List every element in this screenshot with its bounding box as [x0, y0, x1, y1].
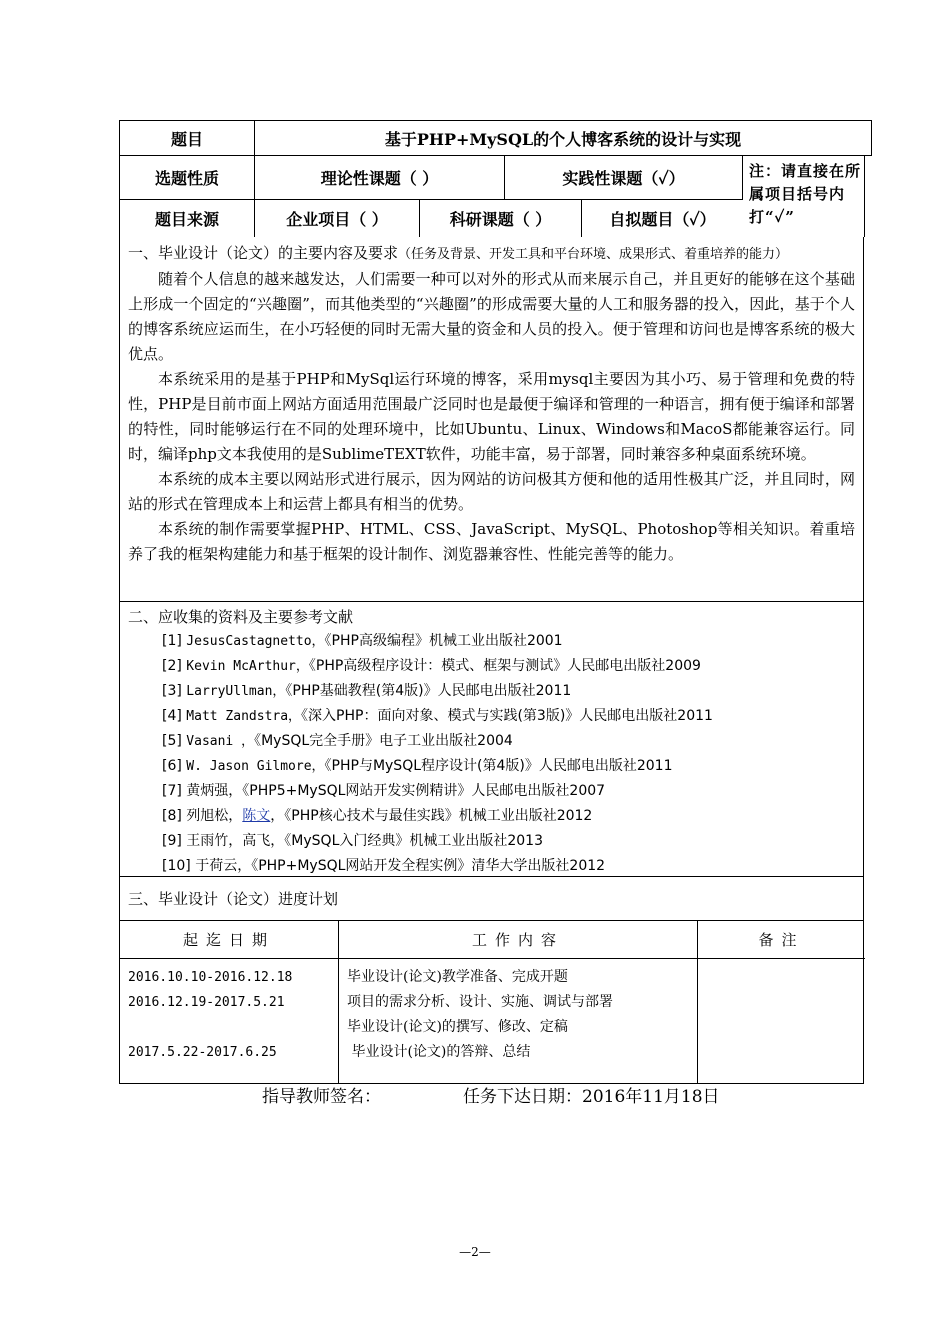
ref-author: 黄炳强， [186, 783, 243, 799]
paragraph: 随着个人信息的越来越发达，人们需要一种可以对外的形式从而来展示自己，并且更好的能够在这个基础上形成一个固定的“兴趣圈”，而其他类型的“兴趣圈”的形成需要大量的人工和服务器的投入，因此，基于个人的博客系统应运而生，在小巧轻便的同时无需大量的资金和人员的投入。便于管理和访问也是博客系统的极大优点。 [128, 270, 855, 363]
source-label: 题目来源 [119, 200, 255, 237]
advisor-signature-label: 指导教师签名： [262, 1087, 381, 1107]
source-research: 科研课题（ ） [420, 200, 582, 237]
signature-line [262, 1082, 720, 1107]
ref-title: 《PHP5+MySQL网站开发实例精讲》人民邮电出版社2007 [242, 783, 606, 799]
ref-title: 《PHP与MySQL程序设计(第4版)》人民邮电出版社2011 [324, 758, 673, 774]
reference-item [128, 829, 855, 854]
title-value: 基于PHP+MySQL的个人博客系统的设计与实现 [255, 120, 872, 156]
ref-title: 《MySQL入门经典》机械工业出版社2013 [284, 833, 543, 849]
ref-number: [6] [162, 758, 182, 774]
schedule-dates [120, 959, 339, 1083]
ref-title: 《PHP基础教程(第4版)》人民邮电出版社2011 [285, 683, 572, 699]
ref-author: LarryUllman， [186, 684, 286, 699]
schedule-tasks [339, 959, 698, 1083]
nature-label: 选题性质 [119, 156, 255, 200]
ref-number: [8] [162, 808, 182, 824]
schedule-header-remarks: 备注 [698, 921, 865, 959]
ref-title: 《PHP高级编程》机械工业出版社2001 [324, 633, 563, 649]
schedule-header-content: 工作内容 [339, 921, 698, 959]
ref-number: [4] [162, 708, 182, 724]
task-form [119, 120, 864, 1084]
schedule-task: 项目的需求分析、设计、实施、调试与部署 [347, 994, 613, 1010]
ref-title: 《PHP+MySQL网站开发全程实例》清华大学出版社2012 [251, 858, 606, 874]
ref-number: [5] [162, 733, 182, 749]
schedule-table [119, 921, 864, 1084]
source-self: 自拟题目（✓） [609, 210, 716, 229]
ref-number: [1] [162, 633, 182, 649]
ref-title: 《MySQL完全手册》电子工业出版社2004 [254, 733, 513, 749]
ref-title: 《PHP高级程序设计：模式、框架与测试》人民邮电出版社2009 [308, 658, 701, 674]
ref-author: W. Jason Gilmore， [186, 759, 325, 774]
section-schedule-title [119, 877, 864, 921]
reference-item [128, 779, 855, 804]
paragraph: 本系统的制作需要掌握PHP、HTML、CSS、JavaScript、MySQL、Photoshop等相关知识。着重培养了我的框架构建能力和基于框架的设计制作、浏览器兼容性、性能完善等的能力。 [128, 520, 855, 563]
reference-item [128, 629, 855, 654]
title-label: 题目 [119, 120, 255, 156]
ref-author: 王雨竹，高飞， [186, 833, 285, 849]
ref-author: Matt Zandstra， [186, 709, 302, 724]
author-link[interactable]: 陈文 [242, 808, 271, 824]
issue-date: 任务下达日期：2016年11月18日 [463, 1087, 720, 1107]
ref-author: 于荷云， [195, 858, 252, 874]
ref-number: [2] [162, 658, 182, 674]
paragraph: 本系统采用的是基于PHP和MySql运行环境的博客，采用mysql主要因为其小巧、易于管理和免费的特性，PHP是目前市面上网站方面适用范围最广泛同时也是最便于编译和管理的一种语言，拥有便于编译和部署的特性，同时能够运行在不同的处理环境中，比如Ubuntu、Linux、Windows和MacoS都能兼容运行。同时，编译php文本我使用的是SublimeTEXT软件，功能丰富，易于部署，同时兼容多种桌面系统环境。 [128, 370, 855, 463]
section1-title [128, 241, 855, 267]
schedule-header-dates: 起迄日期 [120, 921, 339, 959]
schedule-date: 2016.10.10-2016.12.18 [128, 970, 293, 985]
schedule-date [128, 1015, 330, 1040]
section1-title-text: 一、毕业设计（论文）的主要内容及要求 [128, 244, 399, 262]
ref-author: Kevin McArthur， [186, 659, 309, 674]
ref-title: ，《PHP核心技术与最佳实践》机械工业出版社2012 [270, 808, 593, 824]
source-enterprise: 企业项目（ ） [255, 200, 420, 237]
tick-note: 注：请直接在所属项目括号内打“✓” [743, 156, 865, 237]
reference-item [128, 754, 855, 779]
reference-item [128, 654, 855, 679]
reference-list [128, 629, 855, 879]
section-content-requirements [119, 237, 864, 602]
ref-title: 《深入PHP：面向对象、模式与实践(第3版)》人民邮电出版社2011 [301, 708, 713, 724]
reference-item [128, 804, 855, 829]
page-number: —2— [459, 1245, 491, 1259]
schedule-date: 2017.5.22-2017.6.25 [128, 1045, 277, 1060]
section2-title: 二、应收集的资料及主要参考文献 [128, 608, 354, 626]
reference-item [128, 679, 855, 704]
schedule-remarks [698, 959, 865, 1083]
ref-number: [3] [162, 683, 182, 699]
form-header [119, 120, 864, 237]
ref-author: 列旭松， [186, 808, 243, 824]
schedule-task: 毕业设计(论文)的撰写、修改、定稿 [347, 1019, 568, 1035]
schedule-task: 毕业设计(论文)的答辩、总结 [347, 1044, 531, 1060]
reference-item [128, 704, 855, 729]
section1-subtitle: （任务及背景、开发工具和平台环境、成果形式、着重培养的能力） [398, 247, 789, 262]
reference-item [128, 854, 855, 879]
section-references [119, 602, 864, 877]
schedule-date: 2016.12.19-2017.5.21 [128, 995, 285, 1010]
section3-title: 三、毕业设计（论文）进度计划 [128, 889, 339, 908]
nature-theory: 理论性课题（ ） [255, 156, 505, 200]
schedule-task: 毕业设计(论文)教学准备、完成开题 [347, 969, 568, 985]
ref-number: [7] [162, 783, 182, 799]
paragraph: 本系统的成本主要以网站形式进行展示，因为网站的访问极其方便和他的适用性极其广泛，并且同时，网站的形式在管理成本上和运营上都具有相当的优势。 [128, 470, 855, 513]
nature-practice: 实践性课题（✓） [505, 156, 743, 200]
ref-author: Vasani ， [186, 734, 255, 749]
ref-number: [9] [162, 833, 182, 849]
ref-number: [10] [162, 858, 191, 874]
ref-author: JesusCastagnetto， [186, 634, 325, 649]
reference-item [128, 729, 855, 754]
